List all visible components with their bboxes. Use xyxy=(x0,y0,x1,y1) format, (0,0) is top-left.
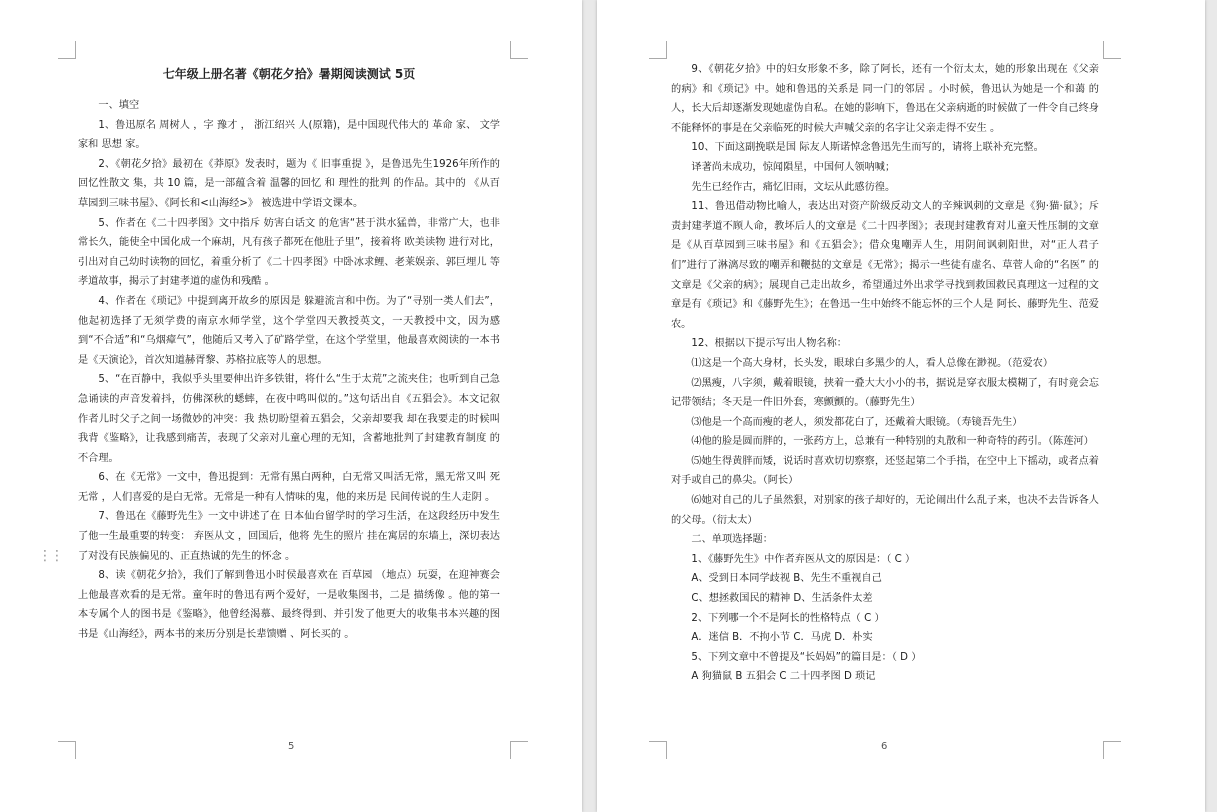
paragraph: 1、鲁迅原名 周树人 ，字 豫才 ， 浙江绍兴 人(原籍)，是中国现代伟大的 革命 家、 文学 家和 思想 家。 xyxy=(78,119,500,151)
paragraph: ⑹她对自己的儿子虽然狠，对别家的孩子却好的，无论闹出什么乱子来，也决不去告诉各人的父母。（衍太太） xyxy=(671,495,1099,526)
crop-mark-bottom-right xyxy=(1103,741,1121,759)
question: 2、下列哪一个不是阿长的性格特点（ C ） xyxy=(691,612,885,624)
option-line: A 狗猫鼠 B 五猖会 C 二十四孝图 D 琐记 xyxy=(691,671,876,683)
paragraph: ⑵黑瘦，八字须，戴着眼镜，挟着一叠大大小小的书，据说是穿衣服太模糊了，有时竟会忘记带领结；冬天是一件旧外套，寒颤颤的。（藤野先生） xyxy=(671,377,1099,409)
option-line: A．迷信 B．不拘小节 C．马虎 D．朴实 xyxy=(691,632,873,644)
paragraph: 先生已经作古，痛忆旧雨，文坛从此感彷徨。 xyxy=(691,181,896,193)
crop-mark-top-right xyxy=(510,41,528,59)
paragraph: 8、读《朝花夕拾》，我们了解到鲁迅小时侯最喜欢在 百草园 （地点）玩耍，在迎神赛会上他最喜欢看的是无常。童年时的鲁迅有两个爱好，一是收集图书，二是 描绣像 。他的第一本专属个人的图书是《鉴略》，他曾经渴慕、最终得到、并引发了他更大的收集书本兴趣的图书是《山海经》，两本书的来历分别是长辈馈赠 、阿长买的 。 xyxy=(78,570,500,641)
paragraph: 9、《朝花夕拾》中的妇女形象不多，除了阿长，还有一个衍太太，她的形象出现在《父亲的病》和《琐记》中。她和鲁迅的关系是 同一门的邻居 。小时候，鲁迅认为她是一个和蔼 的人，长大后却逐渐发现她虚伪自私。在她的影响下，鲁迅在父亲病逝的时候做了一件令自己终身不能释怀的事是在父亲临死的时候大声喊父亲的名字让父亲走得不安生 。 xyxy=(671,64,1099,134)
page-content xyxy=(671,60,1099,687)
paragraph: 2、《朝花夕拾》最初在《莽原》发表时，题为《 旧事重提 》，是鲁迅先生1926年所作的回忆性散文 集，共 10 篇，是一部蕴含着 温馨的回忆 和 理性的批判 的作品。其中的 《从百草园到三味书屋》、《阿长和<山海经>》 被选进中学语文课本。 xyxy=(78,158,500,209)
paragraph: ⑷他的脸是圆而胖的，一张药方上，总兼有一种特别的丸散和一种奇特的药引。（陈莲河） xyxy=(691,436,1094,448)
crop-mark-bottom-left xyxy=(649,741,667,759)
paragraph: ⑴这是一个高大身材，长头发，眼球白多黑少的人，看人总像在渺视。（范爱农） xyxy=(691,357,1054,369)
page-content xyxy=(78,60,500,645)
paragraph: 译著尚未成功，惊闻隕星，中国何人领呐喊； xyxy=(691,161,896,173)
page-number: 6 xyxy=(881,741,888,752)
question: 5、下列文章中不曾提及“长妈妈”的篇目是：（ D ） xyxy=(691,651,922,663)
paragraph: 6、在《无常》一文中，鲁迅提到：无常有黑白两种，白无常又叫活无常，黑无常又叫 死无常 ，人们喜爱的是白无常。无常是一种有人情味的鬼，他的来历是 民间传说的生人走阴 。 xyxy=(78,472,500,503)
section-heading: 一、填空 xyxy=(98,100,140,111)
paragraph: 4、作者在《琐记》中提到离开故乡的原因是 躲避流言和中伤。为了“寻别一类人们去”，他起初选择了无须学费的南京水师学堂，这个学堂四天教授英文，一天教授中文，因为感到“不合适”和“乌烟瘴气”，他随后又考入了矿路学堂，在这个学堂里，他最喜欢阅读的一本书是《天演论》，首次知道赫胥黎、苏格拉底等人的思想。 xyxy=(78,295,500,366)
paragraph: 12、根据以下提示写出人物名称： xyxy=(691,338,847,350)
paragraph: ⑶他是一个高而瘦的老人，须发都花白了，还戴着大眼镜。（寿镜吾先生） xyxy=(691,416,1023,428)
crop-mark-bottom-left xyxy=(58,741,76,759)
option-line: C、想拯救国民的精神 D、生活条件太差 xyxy=(691,593,873,605)
crop-mark-top-right xyxy=(1103,41,1121,59)
option-line: A、受到日本同学歧视 B、先生不重视自己 xyxy=(691,573,882,585)
question: 1、《藤野先生》中作者弃医从文的原因是：（ C ） xyxy=(691,553,916,565)
page-right xyxy=(597,0,1205,812)
paragraph: 5、“在百静中，我似乎头里要伸出许多铁钳，将什么“生于太荒”之流夹住；也听到自己急急诵读的声音发着抖，仿佛深秋的蟋蟀，在夜中鸣叫似的。”这句话出自《五猖会》。本文记叙作者儿时父子之间一场微妙的冲突：我 热切盼望着五猖会，父亲却要我 却在我要走的时候叫我背《鉴略》，让我感到痛苦，表现了父亲对儿童心理的无知，含蓄地批判了封建教育制度 的不合理。 xyxy=(78,374,500,464)
crop-mark-top-left xyxy=(649,41,667,59)
drag-handle-icon[interactable]: ⋮⋮ xyxy=(38,548,62,564)
document-title: 七年级上册名著《朝花夕拾》暑期阅读测试 5页 xyxy=(162,67,416,81)
page-left xyxy=(0,0,582,812)
page-number: 5 xyxy=(288,741,295,752)
paragraph: 5、作者在《二十四孝图》文中指斥 妨害白话文 的危害“甚于洪水猛兽，非常广大，也非常长久，能使全中国化成一个麻胡，凡有孩子都死在他肚子里”，接着将 欧美读物 进行对比，引出对自己幼时读物的回忆，着重分析了《二十四孝图》中卧冰求鲤、老莱娱亲、郭巨埋儿 等孝道故事，揭示了封建孝道的虚伪和残酷 。 xyxy=(78,217,500,288)
crop-mark-bottom-right xyxy=(510,741,528,759)
paragraph: 11、鲁迅借动物比喻人，表达出对资产阶级反动文人的辛辣讽刺的文章是《狗·猫·鼠》；斥责封建孝道不顾人命，教坏后人的文章是《二十四孝图》；表现封建教育对儿童天性压制的文章是《从百草园到三味书屋》和《五猖会》；借众鬼嘲弄人生，用阴间讽刺阳世，对“正人君子们”进行了淋漓尽致的嘲弄和鞭挞的文章是《无常》；揭示一些徒有虚名、草菅人命的“名医” 的文章是《父亲的病》；展现自己走出故乡，希望通过外出求学寻找到救国救民真理这一过程的文章是有《琐记》和《藤野先生》；在鲁迅一生中始终不能忘怀的三个人是 阿长、藤野先生、范爱农。 xyxy=(671,201,1099,330)
crop-mark-top-left xyxy=(58,41,76,59)
paragraph: 10、下面这副挽联是国 际友人斯诺悼念鲁迅先生而写的，请将上联补充完整。 xyxy=(691,142,1044,154)
section-heading: 二、单项选择题： xyxy=(691,534,773,546)
paragraph: 7、鲁迅在《藤野先生》一文中讲述了在 日本仙台留学时的学习生活，在这段经历中发生了他一生最重要的转变： 弃医从文 ，回国后，他将 先生的照片 挂在寓居的东墙上，深切表达了对没有民族偏见的、正直热诚的先生的怀念 。 xyxy=(78,511,500,562)
paragraph: ⑸她生得黄胖而矮，说话时喜欢切切察察，还竖起第二个手指，在空中上下摇动，或者点着对手或自己的鼻尖。（阿长） xyxy=(671,455,1099,487)
